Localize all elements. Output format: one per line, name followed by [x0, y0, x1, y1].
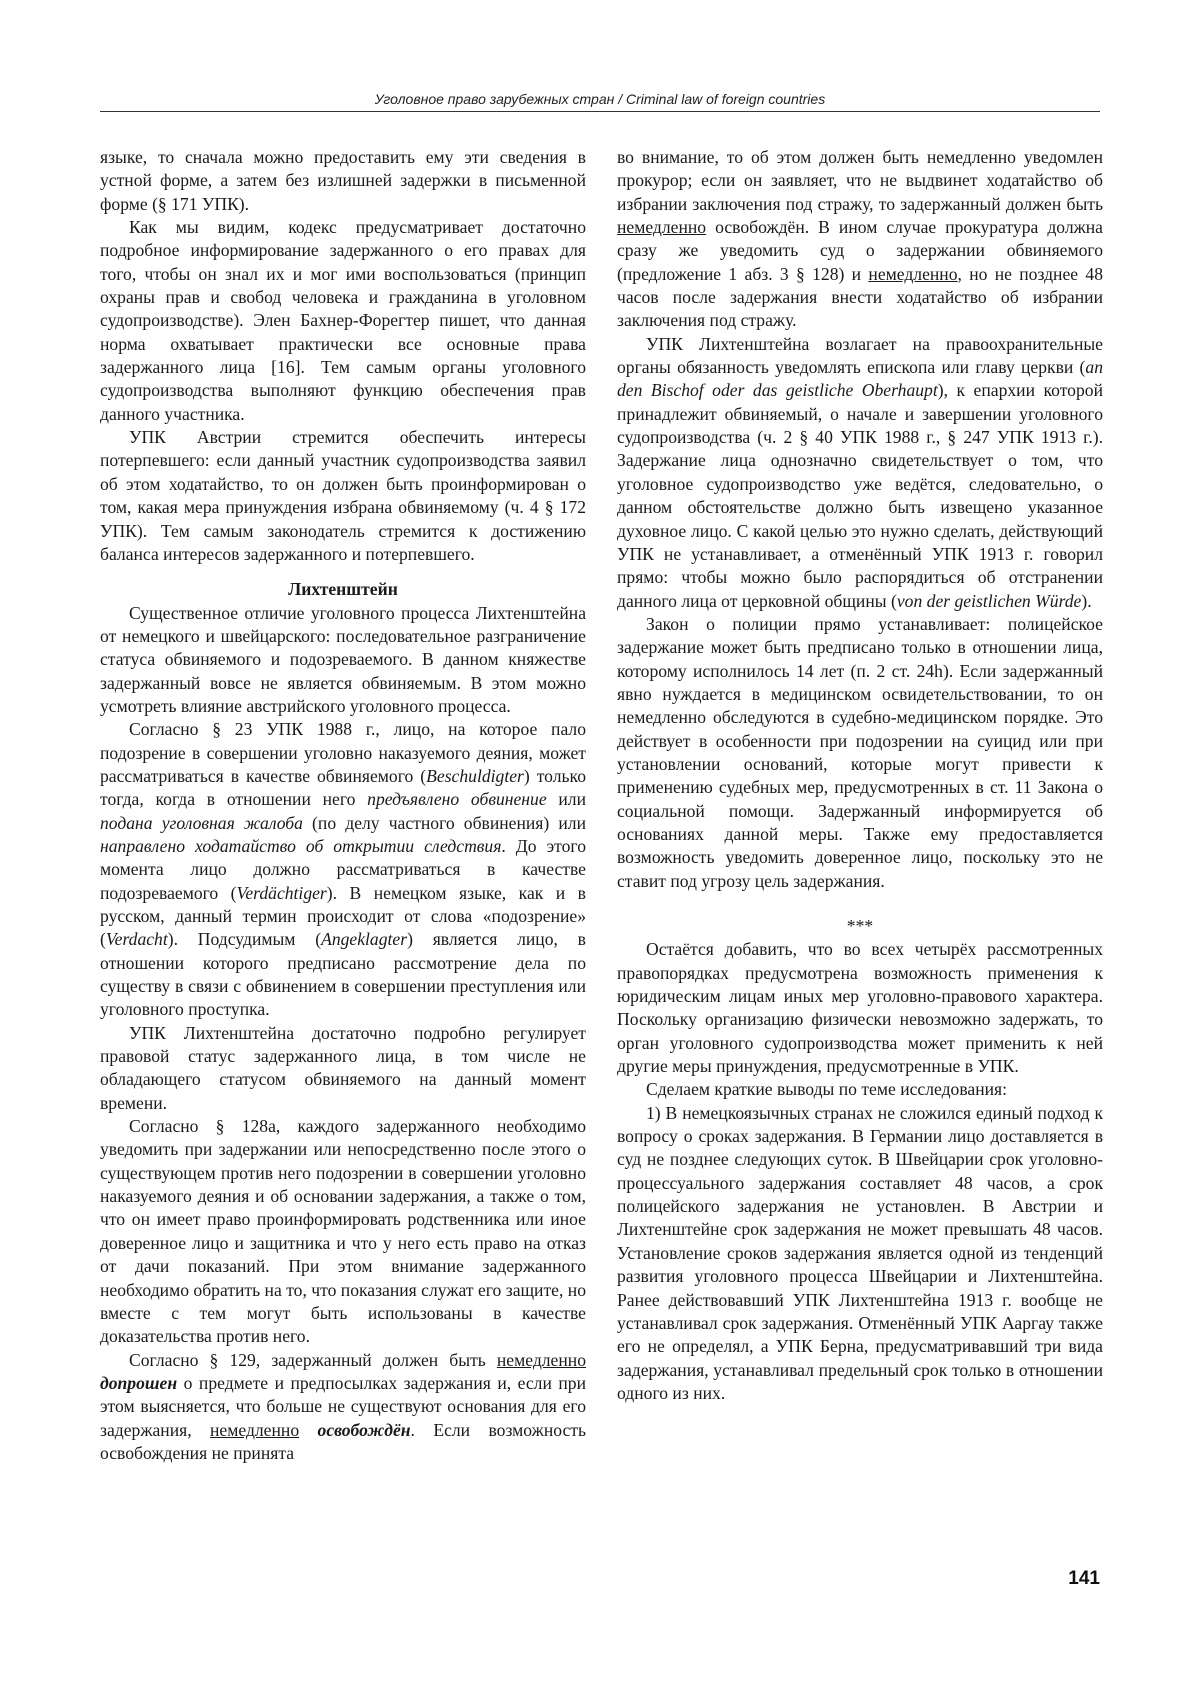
underlined-term: немедленно [210, 1420, 299, 1440]
left-column [100, 146, 586, 1465]
text-run [299, 1420, 317, 1440]
paragraph [617, 333, 1103, 613]
paragraph [617, 146, 1103, 333]
page-number: 141 [1040, 1568, 1100, 1590]
text-run: о предмете и предпосылках задержания и, если при этом выясняется, что больше не существуют основания для его задержания, [100, 1373, 586, 1440]
underlined-term: немедленно [868, 264, 957, 284]
underlined-term: немедленно [497, 1350, 586, 1370]
text-run: УПК Лихтенштейна возлагает на правоохранительные органы обязанность уведомлять епископа или главу церкви ( [617, 334, 1103, 377]
italic-term: Verdächtiger [237, 883, 327, 903]
text-run: освобождён. В ином случае прокуратура должна сразу же уведомить суд о задержании обвиняемого (предложение 1 абз. 3 § 128) и [617, 217, 1103, 284]
paragraph [100, 718, 586, 1021]
italic-term: von der geistlichen Würde [897, 591, 1082, 611]
text-run: ). В немецком языке, как и в русском, данный термин происходит от слова «подозрение» ( [100, 883, 586, 950]
paragraph: Остаётся добавить, что во всех четырёх рассмотренных правопорядках предусмотрена возможность применения к юридическим лицам иных мер уголовно-правового характера. Поскольку организацию физически невозможно задержать, то орган уголовного судопроизводства может применить к ней другие меры принуждения, предусмотренные в УПК. [617, 938, 1103, 1078]
paragraph: Существенное отличие уголовного процесса Лихтенштейна от немецкого и швейцарского: последовательное разграничение статуса обвиняемого и подозреваемого. В данном княжестве задержанный вовсе не является обвиняемым. В этом можно усмотреть влияние австрийского уголовного процесса. [100, 602, 586, 719]
text-run: ) только тогда, когда в отношении него [100, 766, 586, 809]
paragraph: Сделаем краткие выводы по теме исследования: [617, 1078, 1103, 1101]
text-run: (по делу частного обвинения) или [303, 813, 586, 833]
paragraph: УПК Австрии стремится обеспечить интересы потерпевшего: если данный участник судопроизводства заявил об этом ходатайство, то он должен быть проинформирован о том, какая мера принуждения избрана обвиняемому (ч. 4 § 172 УПК). Тем самым законодатель стремится к достижению баланса интересов задержанного и потерпевшего. [100, 426, 586, 566]
italic-term: Angeklagter [321, 929, 407, 949]
text-run: . До этого момента лицо должно рассматриваться в качестве подозреваемого ( [100, 836, 586, 903]
text-run: ). [1081, 591, 1091, 611]
text-run: во внимание, то об этом должен быть немедленно уведомлен прокурор; если он заявляет, что не выдвинет ходатайство об избрании заключения под стражу, то задержанный должен быть [617, 147, 1103, 214]
paragraph: Как мы видим, кодекс предусматривает достаточно подробное информирование задержанного о его правах для того, чтобы он знал их и мог ими воспользоваться (принцип охраны прав и свобод человека и гражданина в уголовном судопроизводстве). Элен Бахнер-Форегтер пишет, что данная норма охватывает практически все основные права задержанного лица [16]. Тем самым органы уголовного судопроизводства выполняют функцию обеспечения прав данного участника. [100, 216, 586, 426]
text-run: ). Подсудимым ( [168, 929, 321, 949]
text-run: , но не позднее 48 часов после задержания внести ходатайство об избрании заключения под стражу. [617, 264, 1103, 331]
text-run: ) является лицо, в отношении которого предписано рассмотрение дела по существу в связи с обвинением в совершении преступления или уголовного проступка. [100, 929, 586, 1019]
italic-term: an den Bischof oder das geistliche Oberhaupt [617, 357, 1103, 400]
paragraph: 1) В немецкоязычных странах не сложился единый подход к вопросу о сроках задержания. В Германии лицо доставляется в суд не позднее следующих суток. В Швейцарии срок уголовно-процессуального задержания составляет 48 часов, а срок полицейского задержания не установлен. В Австрии и Лихтенштейне срок задержания не может превышать 48 часов. Установление сроков задержания является одной из тенденций развития уголовного процесса Швейцарии и Лихтенштейна. Ранее действовавший УПК Лихтенштейна 1913 г. вообще не устанавливал срок задержания. Отменённый УПК Ааргау также его не определял, а УПК Берна, предусматривавший три вида задержания, устанавливал предельный срок только в отношении одного из них. [617, 1102, 1103, 1405]
italic-term: направлено ходатайство об открытии следствия [100, 836, 501, 856]
bold-italic-term: освобождён [318, 1420, 411, 1440]
paragraph: Закон о полиции прямо устанавливает: полицейское задержание может быть предписано только в отношении лица, которому исполнилось 14 лет (п. 2 ст. 24h). Если задержанный явно нуждается в медицинском освидетельствовании, то он немедленно обследуются в судебно-медицинском порядке. Это действует в особенности при подозрении на суицид или при установлении оснований, которые могут привести к применению судебных мер, предусмотренных в ст. 11 Закона о социальной помощи. Задержанный информируется об основаниях данной меры. Также ему предоставляется возможность уведомить доверенное лицо, поскольку это не ставит под угрозу цель задержания. [617, 613, 1103, 893]
paragraph: языке, то сначала можно предоставить ему эти сведения в устной форме, а затем без излишней задержки в письменной форме (§ 171 УПК). [100, 146, 586, 216]
underlined-term: немедленно [617, 217, 706, 237]
section-separator: *** [617, 915, 1103, 938]
section-heading: Лихтенштейн [100, 578, 586, 601]
paragraph [100, 1349, 586, 1466]
italic-term: подана уголовная жалоба [100, 813, 303, 833]
right-column [617, 146, 1103, 1405]
italic-term: Beschuldigter [426, 766, 524, 786]
italic-term: Verdacht [106, 929, 168, 949]
running-header: Уголовное право зарубежных стран / Criminal law of foreign countries [100, 91, 1100, 107]
text-run: . Если возможность освобождения не принята [100, 1420, 586, 1463]
paragraph: УПК Лихтенштейна достаточно подробно регулирует правовой статус задержанного лица, в том числе не обладающего статусом обвиняемого на данный момент времени. [100, 1022, 586, 1115]
paragraph: Согласно § 128a, каждого задержанного необходимо уведомить при задержании или непосредственно после этого о существующем против него подозрении в совершении уголовно наказуемого деяния и об основании задержания, а также о том, что он имеет право проинформировать родственника или иное доверенное лицо и защитника и что у него есть право на отказ от дачи показаний. При этом внимание задержанного необходимо обратить на то, что показания служат его защите, но вместе с тем могут быть использованы в качестве доказательства против него. [100, 1115, 586, 1348]
italic-term: предъявлено обвинение [367, 789, 546, 809]
text-run: ), к епархии которой принадлежит обвиняемый, о начале и завершении уголовного судопроизводства (ч. 2 § 40 УПК 1988 г., § 247 УПК 1913 г.). Задержание лица однозначно свидетельствует о том, что уголовное судопроизводство уже ведётся, следовательно, о данном обстоятельстве должно быть извещено указанное духовное лицо. С какой целью это нужно сделать, действующий УПК не устанавливает, а отменённый УПК 1913 г. говорил прямо: чтобы можно было распорядиться об отстранении данного лица от церковной общины ( [617, 380, 1103, 610]
text-run: Согласно § 23 УПК 1988 г., лицо, на которое пало подозрение в совершении уголовно наказуемого деяния, может рассматриваться в качестве обвиняемого ( [100, 719, 586, 786]
journal-page [0, 0, 1200, 1698]
bold-italic-term: допрошен [100, 1373, 177, 1393]
header-rule [100, 111, 1100, 112]
text-run: или [547, 789, 586, 809]
text-run: Согласно § 129, задержанный должен быть [129, 1350, 497, 1370]
